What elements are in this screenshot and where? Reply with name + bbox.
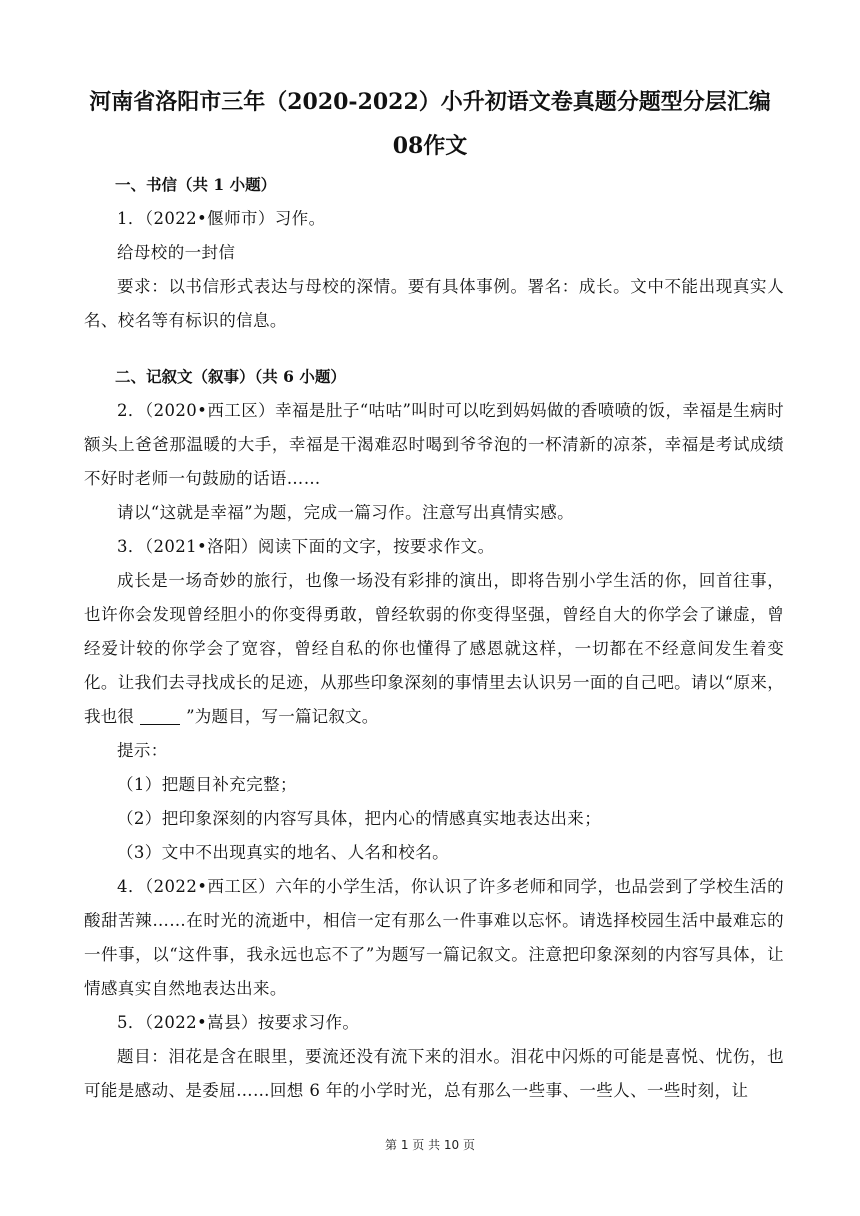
question-4: 4．（2022•西工区）六年的小学生活，你认识了许多老师和同学，也品尝到了学校生活的酸甜苦辣……在时光的流逝中，相信一定有那么一件事难以忘怀。请选择校园生活中最难忘的一件事，以“这件事，我永远也忘不了”为题写一篇记叙文。注意把印象深刻的内容写具体，让情感真实自然地表达出来。 (84, 877, 784, 998)
question-3-hint-3: （3）文中不出现真实的地名、人名和校名。 (117, 843, 449, 862)
document-subtitle: 08作文 (392, 133, 468, 159)
question-1: 1．（2022•偃师市）习作。 (117, 209, 326, 228)
question-2-instruction: 请以“这就是幸福”为题，完成一篇习作。注意写出真情实感。 (117, 503, 575, 522)
page-footer: 第 1 页 共 10 页 (385, 1138, 475, 1152)
question-5: 5．（2022•嵩县）按要求习作。 (117, 1013, 360, 1032)
document-title: 河南省洛阳市三年（2020-2022）小升初语文卷真题分题型分层汇编 (89, 89, 771, 115)
question-1-topic: 给母校的一封信 (117, 243, 236, 262)
document-body (84, 170, 784, 1108)
question-2-text: 2．（2020•西工区）幸福是肚子“咕咕”叫时可以吃到妈妈做的香喷喷的饭，幸福是生病时额头上爸爸那温暖的大手，幸福是干渴难忍时喝到爷爷泡的一杯清新的凉茶，幸福是考试成绩不好时老师一句鼓励的话语…… (84, 401, 784, 488)
question-3-passage: 成长是一场奇妙的旅行，也像一场没有彩排的演出，即将告别小学生活的你，回首往事，也许你会发现曾经胆小的你变得勇敢，曾经软弱的你变得坚强，曾经自大的你学会了谦虚，曾经爱计较的你学会了宽容，曾经自私的你也懂得了感恩就这样，一切都在不经意间发生着变化。让我们去寻找成长的足迹，从那些印象深刻的事情里去认识另一面的自己吧。请以“原来，我也很 (84, 571, 784, 726)
question-3-hint-2: （2）把印象深刻的内容写具体，把内心的情感真实地表达出来； (117, 809, 602, 828)
question-5-topic: 题目：泪花是含在眼里，要流还没有流下来的泪水。泪花中闪烁的可能是喜悦、忧伤，也可能是感动、是委屈……回想 6 年的小学时光，总有那么一些事、一些人、一些时刻，让 (84, 1047, 784, 1100)
question-1-requirements: 要求：以书信形式表达与母校的深情。要有具体事例。署名：成长。文中不能出现真实人名、校名等有标识的信息。 (84, 277, 784, 330)
question-3-hint-label: 提示： (117, 741, 168, 760)
question-3-text (84, 564, 784, 734)
section-heading-letter: 一、书信（共 1 小题） (115, 175, 277, 194)
section-heading-narrative: 二、记叙文（叙事）（共 6 小题） (115, 367, 346, 386)
question-3-hint-1: （1）把题目补充完整； (117, 775, 297, 794)
question-3-passage-end: ”为题目，写一篇记叙文。 (186, 707, 379, 726)
question-3: 3．（2021•洛阳）阅读下面的文字，按要求作文。 (117, 537, 495, 556)
fill-in-blank (140, 708, 180, 726)
